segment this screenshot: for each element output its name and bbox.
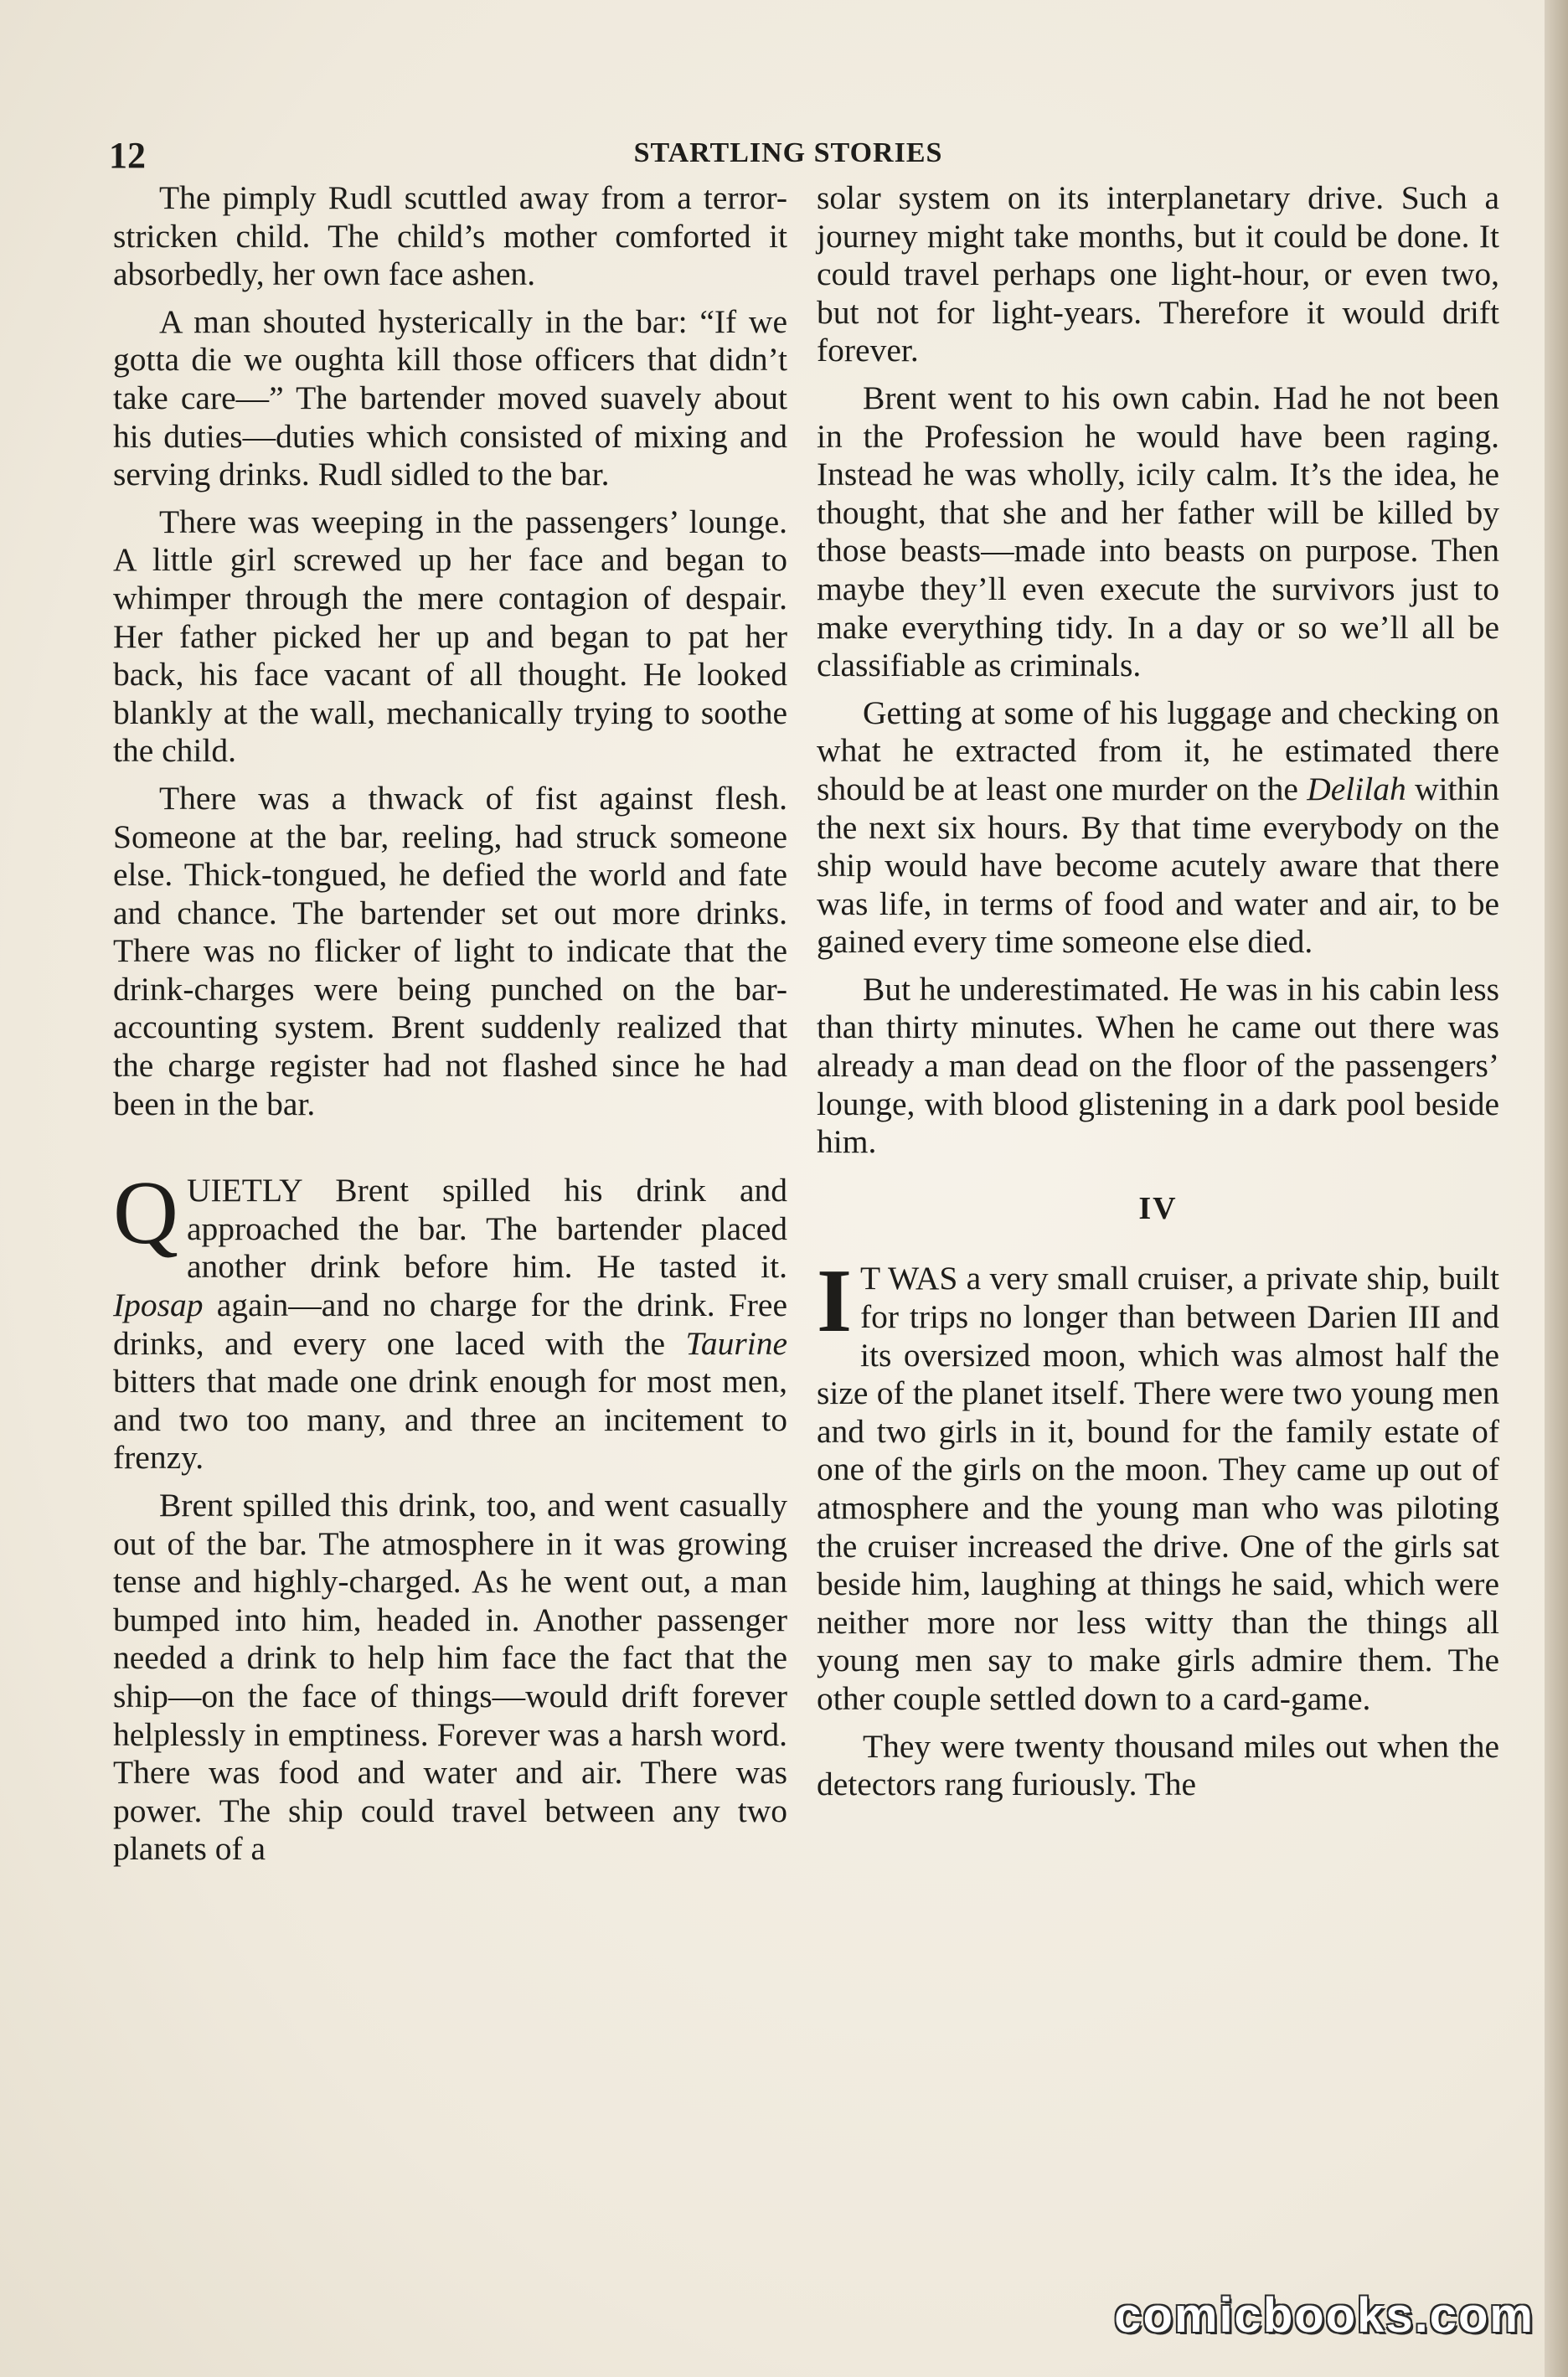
right-column (817, 179, 1499, 1813)
page-spine-shadow (1545, 0, 1568, 2377)
running-head: STARTLING STORIES (633, 137, 943, 168)
paragraph: solar system on its interplanetary drive. Such a journey might take months, but it could be done. It could travel perhaps one light-hour, or even two, but not for light-years. Therefore it would drift forever. (817, 179, 1499, 369)
paragraph-with-dropcap (817, 1251, 1499, 1718)
drop-cap: I (817, 1251, 853, 1352)
section-heading: IV (1138, 1190, 1178, 1226)
page-header (109, 134, 1467, 176)
text-run: within the next six hours. By that time everybody on the ship would have become acutely aware that there was life, in terms of food and water and air, to be gained every time someone else died. (817, 770, 1500, 961)
watermark-logo: comicbooks.com (1114, 2288, 1534, 2343)
text-run: again—and no charge for the drink. Free drinks, and every one laced with the (113, 1286, 787, 1362)
text-run: bitters that made one drink enough for most men, and two too many, and three an incitement to frenzy. (113, 1363, 787, 1477)
paragraph: The pimply Rudl scuttled away from a terror-stricken child. The child’s mother comforted it absorbedly, her own face ashen. (113, 179, 787, 293)
paragraph: They were twenty thousand miles out when the detectors rang furiously. The (817, 1727, 1499, 1803)
italic-term: Taurine (685, 1324, 787, 1362)
italic-ship-name: Delilah (1307, 770, 1406, 807)
text-run: T WAS a very small cruiser, a private ship, built for trips no longer than between Darien III and its oversized moon, which was almost half the size of the planet itself. There were two young men and two girls in it, bound for the family estate of one of the girls on the moon. They came up out of atmosphere and the young man who was piloting the cruiser increased the drive. One of the girls sat beside him, laughing at things he said, which were neither more nor less witty than the things all young men say to make girls admire them. The other couple settled down to a card-game. (817, 1260, 1499, 1717)
paragraph: Brent spilled this drink, too, and went casually out of the bar. The atmosphere in it was growing tense and highly-charged. As he went out, a man bumped into him, headed in. Another passenger needed a drink to help him face the fact that the ship—on the face of things—would drift forever helplessly in emptiness. Forever was a harsh word. There was food and water and air. There was power. The ship could travel between any two planets of a (113, 1487, 787, 1868)
paragraph: But he underestimated. He was in his cabin less than thirty minutes. When he came out there was already a man dead on the floor of the passengers’ lounge, with blood glistening in a dark pool beside him. (817, 970, 1499, 1161)
left-column (113, 179, 787, 1878)
paragraph: There was weeping in the passengers’ lounge. A little girl screwed up her face and began to whimper through the mere contagion of despair. Her father picked her up and began to pat her back, his face vacant of all thought. He looked blankly at the wall, mechanically trying to soothe the child. (113, 503, 787, 770)
paragraph: A man shouted hysterically in the bar: “If we gotta die we oughta kill those officers that didn’t take care—” The bartender moved suavely about his duties—duties which consisted of mixing and serving drinks. Rudl sidled to the bar. (113, 302, 787, 493)
page-number: 12 (109, 135, 146, 176)
paragraph: Brent went to his own cabin. Had he not been in the Profession he would have been raging. Instead he was wholly, icily calm. It’s the idea, he thought, that she and her father will be killed by those beasts—made into beasts on purpose. Then maybe they’ll even execute the survivors just to make everything tidy. In a day or so we’ll all be classifiable as criminals. (817, 379, 1499, 684)
drop-cap: Q (113, 1163, 178, 1264)
italic-term: Iposap (113, 1286, 204, 1324)
paragraph-with-dropcap (113, 1163, 787, 1477)
paragraph: There was a thwack of fist against flesh. Someone at the bar, reeling, had struck someone else. Thick-tongued, he defied the world and fate and chance. The bartender set out more drinks. There was no flicker of light to indicate that the drink-charges were being punched on the bar-accounting system. Brent suddenly realized that the charge register had not flashed since he had been in the bar. (113, 779, 787, 1122)
paragraph (817, 694, 1499, 962)
text-run: UIETLY Brent spilled his drink and approached the bar. The bartender placed another drink before him. He tasted it. (187, 1172, 787, 1286)
text-run: Getting at some of his luggage and checking on what he extracted from it, he estimated there should be at least one murder on the (817, 694, 1499, 807)
